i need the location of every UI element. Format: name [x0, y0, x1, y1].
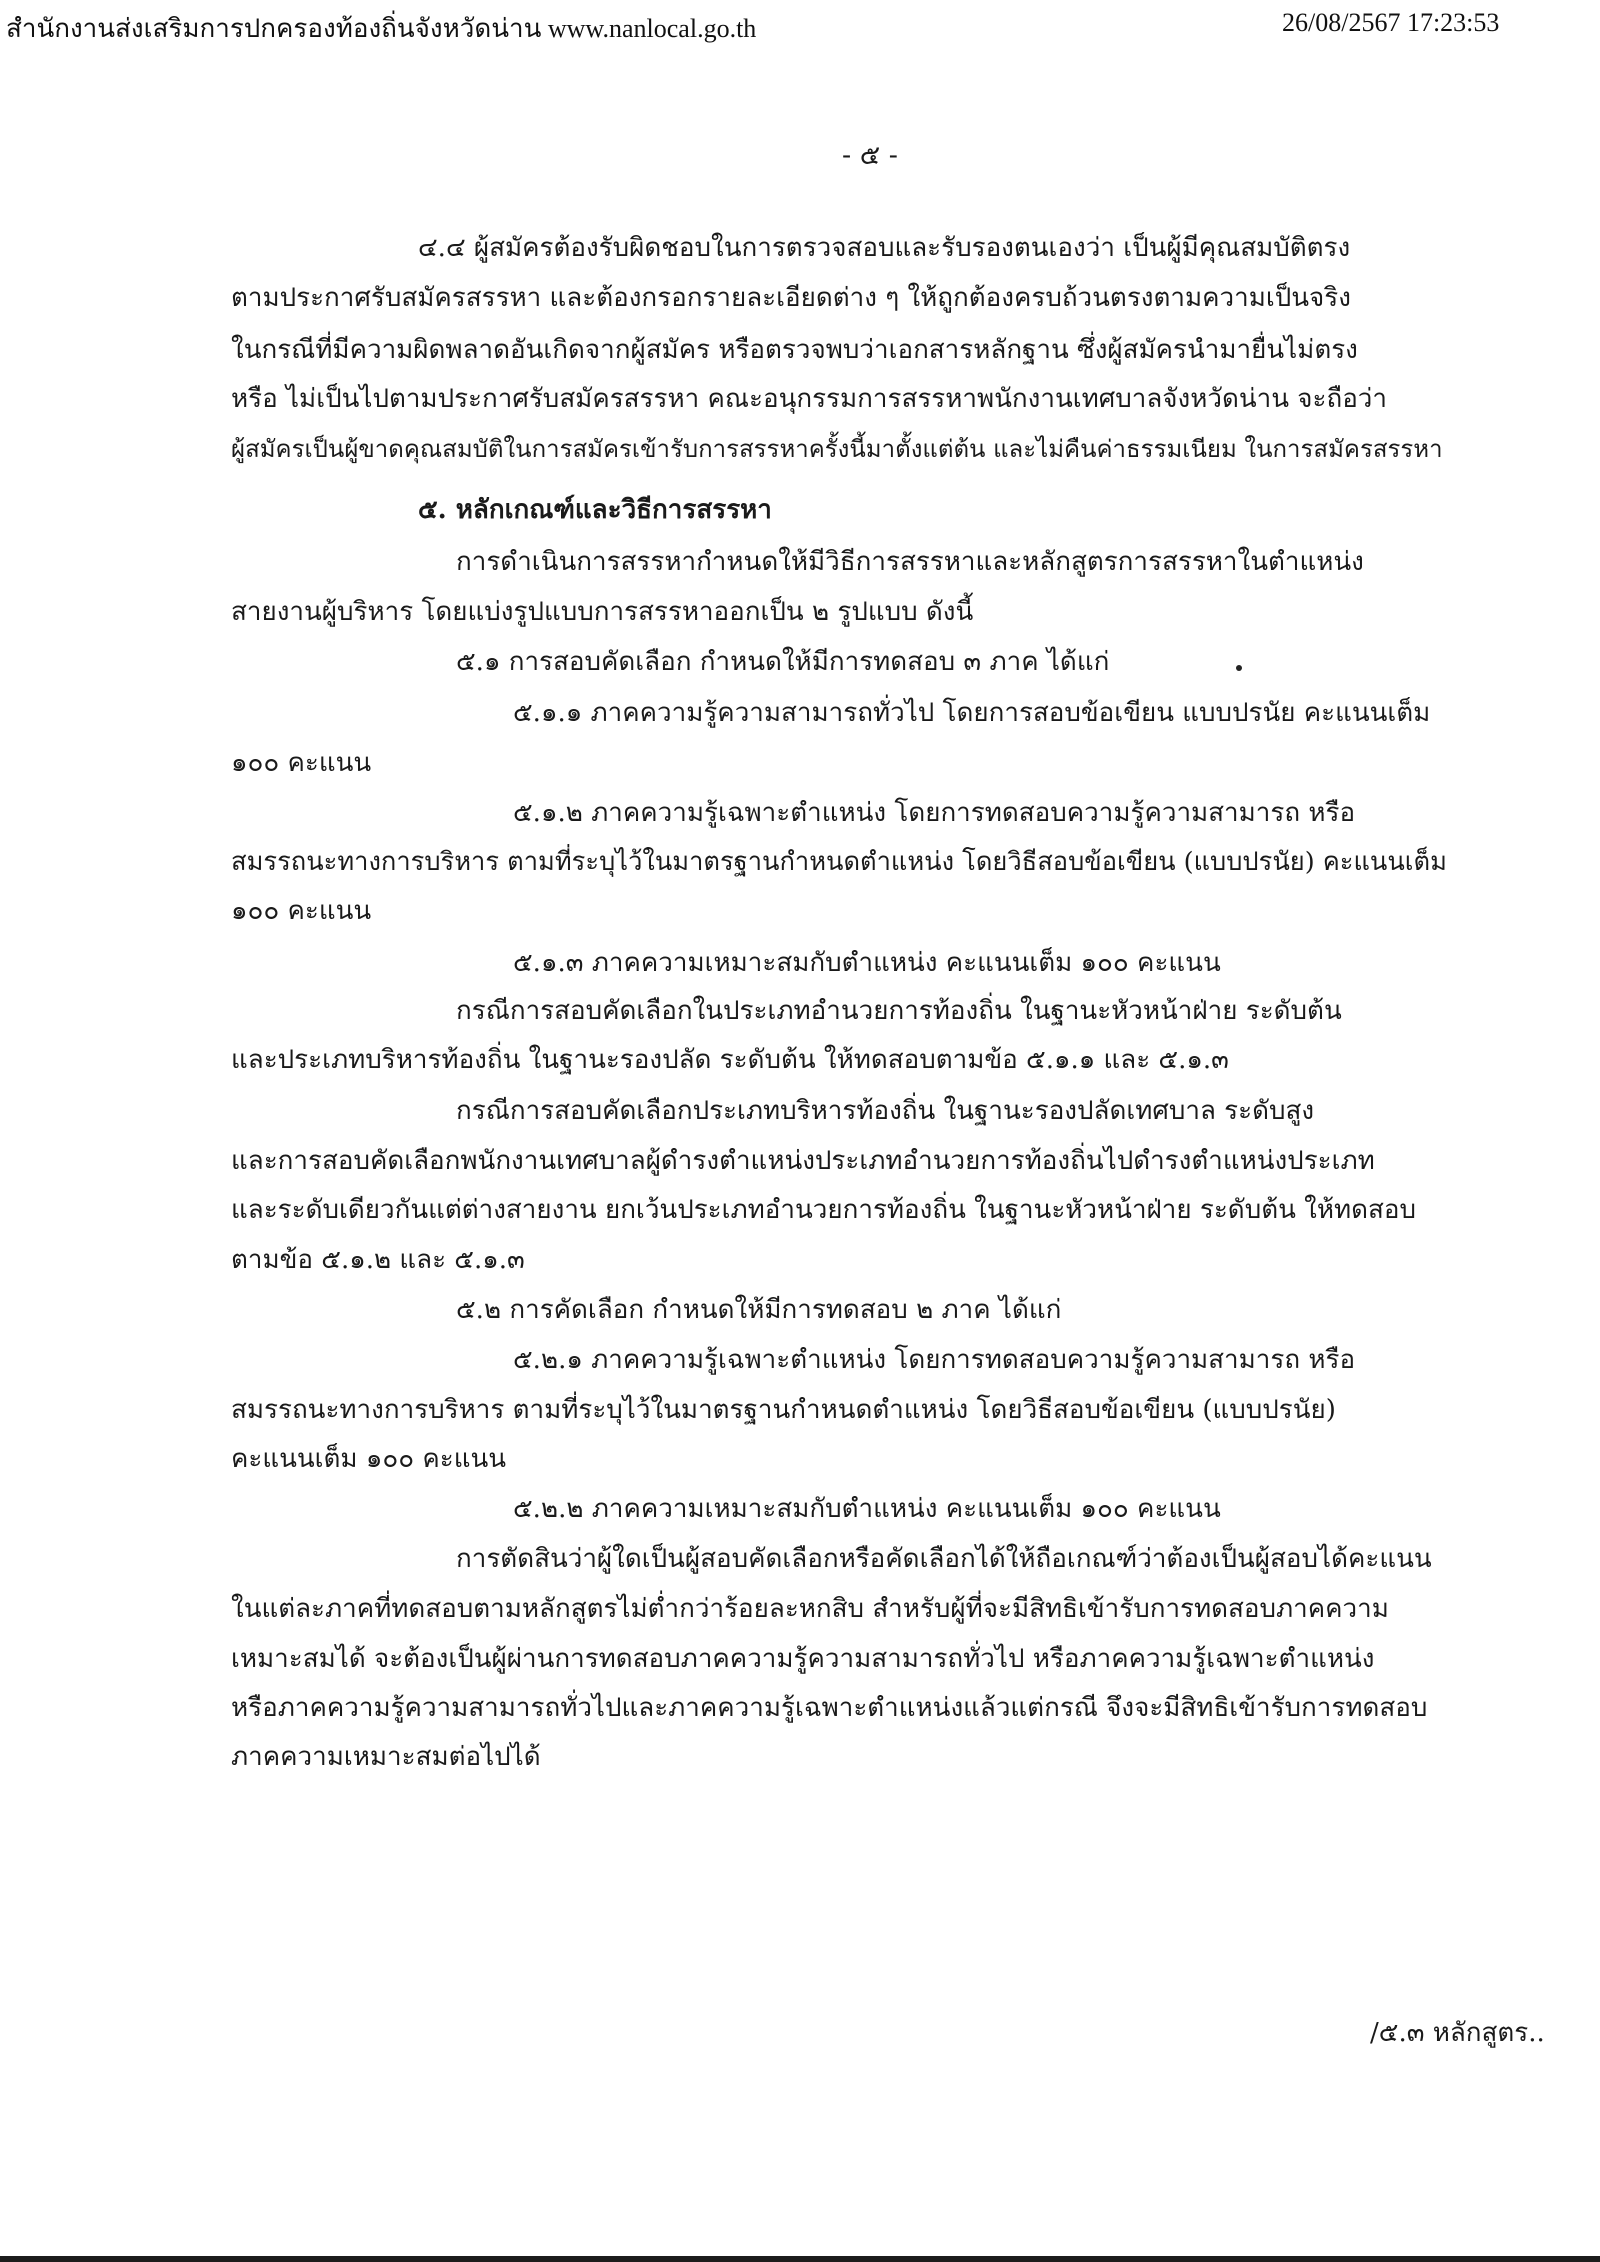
- paragraph-line: ๕.๑.๓ ภาคความเหมาะสมกับตำแหน่ง คะแนนเต็ม ๑๐๐ คะแนน: [513, 948, 1221, 978]
- paragraph-line: การตัดสินว่าผู้ใดเป็นผู้สอบคัดเลือกหรือคัดเลือกได้ให้ถือเกณฑ์ว่าต้องเป็นผู้สอบได้คะแนน: [456, 1544, 1432, 1574]
- paragraph-line: ๕.๒ การคัดเลือก กำหนดให้มีการทดสอบ ๒ ภาค ได้แก่: [456, 1295, 1062, 1325]
- paragraph-line: ตามประกาศรับสมัครสรรหา และต้องกรอกรายละเอียดต่าง ๆ ให้ถูกต้องครบถ้วนตรงตามความเป็นจริง: [231, 283, 1351, 313]
- header-office-name: สำนักงานส่งเสริมการปกครองท้องถิ่นจังหวัดน่าน www.nanlocal.go.th: [6, 14, 757, 43]
- paragraph-line: ๔.๔ ผู้สมัครต้องรับผิดชอบในการตรวจสอบและรับรองตนเองว่า เป็นผู้มีคุณสมบัติตรง: [418, 233, 1351, 263]
- paragraph-line: ๕.๒.๒ ภาคความเหมาะสมกับตำแหน่ง คะแนนเต็ม ๑๐๐ คะแนน: [513, 1494, 1221, 1524]
- paragraph-line: สมรรถนะทางการบริหาร ตามที่ระบุไว้ในมาตรฐานกำหนดตำแหน่ง โดยวิธีสอบข้อเขียน (แบบปรนัย): [231, 1395, 1336, 1425]
- paragraph-line: ๕.๑ การสอบคัดเลือก กำหนดให้มีการทดสอบ ๓ ภาค ได้แก่: [456, 647, 1110, 677]
- paragraph-line: ๕.๒.๑ ภาคความรู้เฉพาะตำแหน่ง โดยการทดสอบความรู้ความสามารถ หรือ: [513, 1345, 1356, 1375]
- paragraph-line: กรณีการสอบคัดเลือกในประเภทอำนวยการท้องถิ่น ในฐานะหัวหน้าฝ่าย ระดับต้น: [456, 996, 1342, 1026]
- section-heading: ๕. หลักเกณฑ์และวิธีการสรรหา: [418, 495, 772, 525]
- paragraph-line: หรือภาคความรู้ความสามารถทั่วไปและภาคความรู้เฉพาะตำแหน่งแล้วแต่กรณี จึงจะมีสิทธิเข้ารับการทดสอบ: [231, 1693, 1428, 1723]
- paragraph-line: และประเภทบริหารท้องถิ่น ในฐานะรองปลัด ระดับต้น ให้ทดสอบตามข้อ ๕.๑.๑ และ ๕.๑.๓: [231, 1045, 1229, 1075]
- header-timestamp: 26/08/2567 17:23:53: [1282, 8, 1500, 37]
- paragraph-line: คะแนนเต็ม ๑๐๐ คะแนน: [231, 1444, 507, 1474]
- paragraph-line: ๕.๑.๑ ภาคความรู้ความสามารถทั่วไป โดยการสอบข้อเขียน แบบปรนัย คะแนนเต็ม: [513, 698, 1431, 728]
- page-header: [0, 8, 1600, 48]
- paragraph-line: ตามข้อ ๕.๑.๒ และ ๕.๑.๓: [231, 1245, 525, 1275]
- paragraph-line: ผู้สมัครเป็นผู้ขาดคุณสมบัติในการสมัครเข้ารับการสรรหาครั้งนี้มาตั้งแต่ต้น และไม่คืนค่าธรรมเนียม ในการสมัครสรรหา: [231, 435, 1443, 463]
- paragraph-line: ในกรณีที่มีความผิดพลาดอันเกิดจากผู้สมัคร หรือตรวจพบว่าเอกสารหลักฐาน ซึ่งผู้สมัครนำมายื่นไม่ตรง: [231, 335, 1358, 365]
- paragraph-line: ๑๐๐ คะแนน: [231, 896, 372, 926]
- paragraph-line: และระดับเดียวกันแต่ต่างสายงาน ยกเว้นประเภทอำนวยการท้องถิ่น ในฐานะหัวหน้าฝ่าย ระดับต้น ให้ทดสอบ: [231, 1195, 1416, 1225]
- paragraph-line: ภาคความเหมาะสมต่อไปได้: [231, 1742, 541, 1772]
- paragraph-line: ๕.๑.๒ ภาคความรู้เฉพาะตำแหน่ง โดยการทดสอบความรู้ความสามารถ หรือ: [513, 798, 1356, 828]
- paragraph-line: ในแต่ละภาคที่ทดสอบตามหลักสูตรไม่ต่ำกว่าร้อยละหกสิบ สำหรับผู้ที่จะมีสิทธิเข้ารับการทดสอบภาคความ: [231, 1594, 1389, 1624]
- paragraph-line: และการสอบคัดเลือกพนักงานเทศบาลผู้ดำรงตำแหน่งประเภทอำนวยการท้องถิ่นไปดำรงตำแหน่งประเภท: [231, 1146, 1375, 1176]
- paragraph-line: สายงานผู้บริหาร โดยแบ่งรูปแบบการสรรหาออกเป็น ๒ รูปแบบ ดังนี้: [231, 597, 974, 627]
- paragraph-line: ๑๐๐ คะแนน: [231, 748, 372, 778]
- page-number: - ๕ -: [842, 140, 898, 171]
- paragraph-line: หรือ ไม่เป็นไปตามประกาศรับสมัครสรรหา คณะอนุกรรมการสรรหาพนักงานเทศบาลจังหวัดน่าน จะถือว่า: [231, 384, 1388, 414]
- paragraph-line: กรณีการสอบคัดเลือกประเภทบริหารท้องถิ่น ในฐานะรองปลัดเทศบาล ระดับสูง: [456, 1096, 1315, 1126]
- stray-dot: [1236, 665, 1242, 671]
- paragraph-line: สมรรถนะทางการบริหาร ตามที่ระบุไว้ในมาตรฐานกำหนดตำแหน่ง โดยวิธีสอบข้อเขียน (แบบปรนัย) คะแนนเต็ม: [231, 847, 1447, 877]
- paragraph-line: การดำเนินการสรรหากำหนดให้มีวิธีการสรรหาและหลักสูตรการสรรหาในตำแหน่ง: [456, 547, 1364, 577]
- scan-bottom-edge: [0, 2256, 1600, 2262]
- paragraph-line: เหมาะสมได้ จะต้องเป็นผู้ผ่านการทดสอบภาคความรู้ความสามารถทั่วไป หรือภาคความรู้เฉพาะตำแหน่ง: [231, 1644, 1375, 1674]
- continuation-note: /๕.๓ หลักสูตร..: [1370, 2018, 1545, 2048]
